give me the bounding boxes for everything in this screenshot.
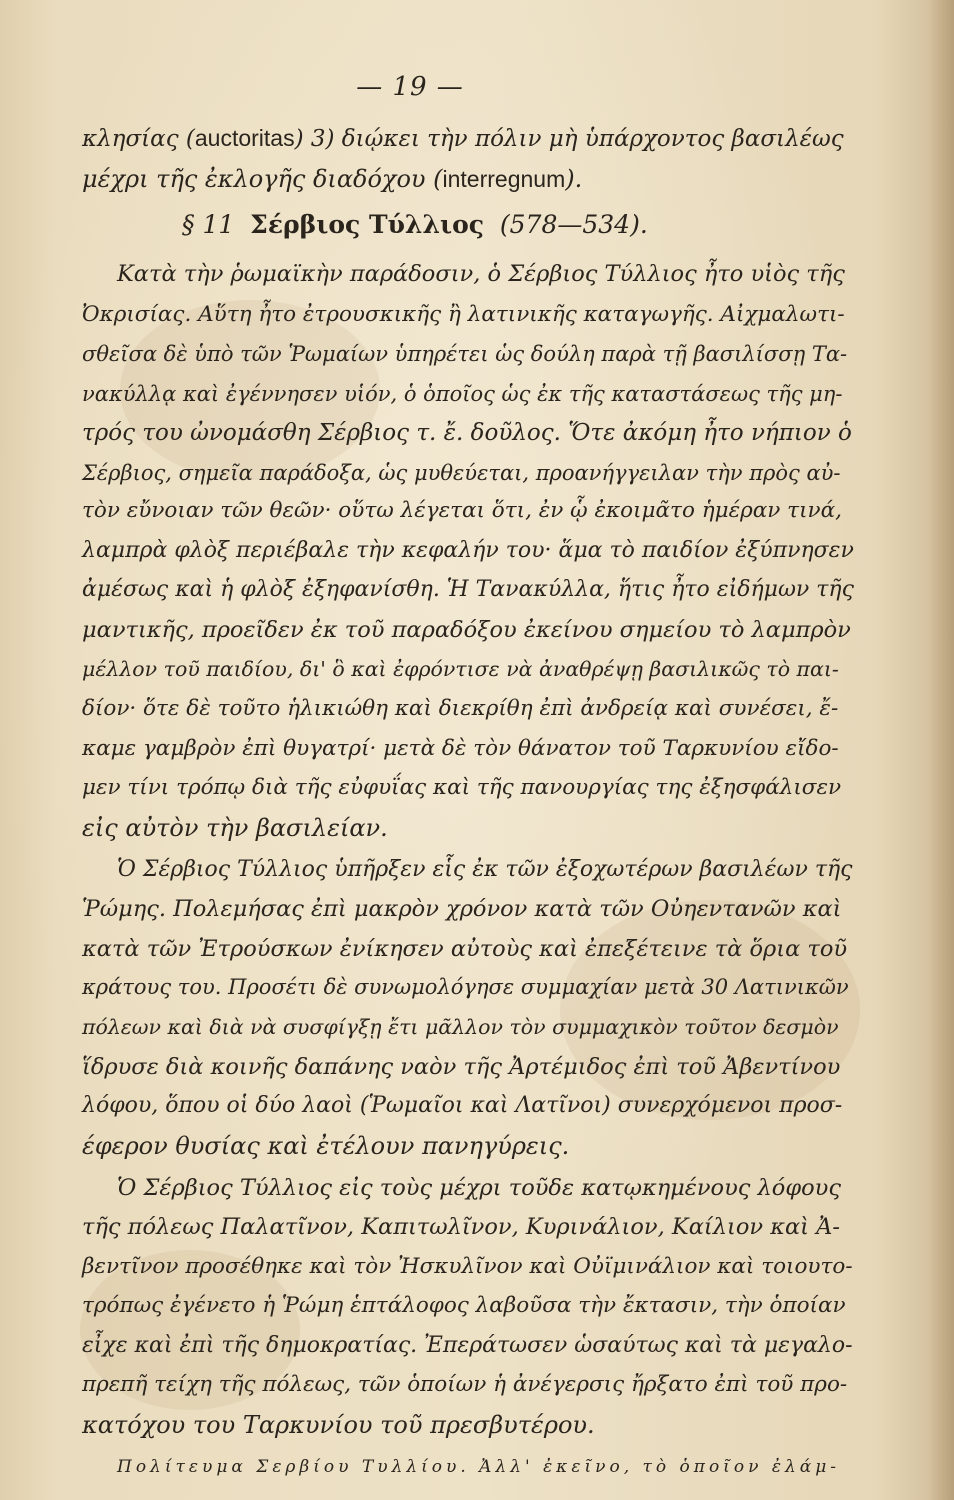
section-title: Σέρβιος Τύλλιος <box>250 210 484 239</box>
text-line: μέλλον τοῦ παιδίου, δι' ὃ καὶ ἐφρόντισε νὰ ἀναθρέψῃ βασιλικῶς τὸ παι- <box>82 657 839 682</box>
text-line: πόλεων καὶ διὰ νὰ συσφίγξῃ ἔτι μᾶλλον τὸν συμμαχικὸν τοῦτον δεσμὸν <box>82 1014 839 1039</box>
text-line: κράτους του. Προσέτι δὲ συνωμολόγησε συμμαχίαν μετὰ 30 Λατινικῶν <box>82 975 849 1000</box>
latin-term: auctoritas <box>194 125 295 151</box>
text-line: καμε γαμβρὸν ἐπὶ θυγατρί· μετὰ δὲ τὸν θάνατον τοῦ Ταρκυνίου εἴδο- <box>82 735 839 761</box>
text-fragment: ) 3) διῴκει τὴν πόλιν μὴ ὑπάρχοντος βασιλέως <box>294 126 844 152</box>
section-number: § 11 <box>182 210 235 239</box>
text-line: ἀμέσως καὶ ἡ φλὸξ ἐξηφανίσθη. Ἡ Τανακύλλα, ἥτις ἦτο εἰδήμων τῆς <box>82 577 854 603</box>
text-line: Ὁ Σέρβιος Τύλλιος ὑπῆρξεν εἷς ἐκ τῶν ἐξοχωτέρων βασιλέων τῆς <box>117 856 853 882</box>
text-line: τῆς πόλεως Παλατῖνον, Καπιτωλῖνον, Κυρινάλιον, Καίλιον καὶ Ἀ- <box>82 1214 840 1241</box>
latin-term: interregnum <box>442 166 566 193</box>
text-line-2 <box>82 164 582 194</box>
text-line: πρεπῆ τείχη τῆς πόλεως, τῶν ὁποίων ἡ ἀνέγερσις ἤρξατο ἐπὶ τοῦ προ- <box>82 1372 848 1398</box>
text-line: τὸν εὔνοιαν τῶν θεῶν· οὕτω λέγεται ὅτι, ἐν ᾧ ἐκοιμᾶτο ἡμέραν τινά, <box>82 498 842 524</box>
text-fragment: κλησίας ( <box>82 126 195 152</box>
text-line: τρός του ὠνομάσθη Σέρβιος τ. ἔ. δοῦλος. Ὅτε ἀκόμη ἦτο νήπιον ὁ <box>82 420 852 447</box>
section-heading <box>182 210 648 240</box>
text-fragment: μέχρι τῆς ἐκλογῆς διαδόχου ( <box>82 165 443 194</box>
text-line: Κατὰ τὴν ῥωμαϊκὴν παράδοσιν, ὁ Σέρβιος Τύλλιος ἦτο υἱὸς τῆς <box>117 261 845 288</box>
text-fragment: ). <box>565 165 583 194</box>
page-number: — 19 — <box>356 72 464 102</box>
page-edge-shadow <box>928 0 954 1500</box>
text-line: Ὀκρισίας. Αὕτη ἦτο ἐτρουσκικῆς ἢ λατινικῆς καταγωγῆς. Αἰχμαλωτι- <box>82 301 845 327</box>
text-line: έφερον θυσίας καὶ ἐτέλουν πανηγύρεις. <box>82 1131 570 1160</box>
text-line: Σέρβιος, σημεῖα παράδοξα, ὡς μυθεύεται, προανήγγειλαν τὴν πρὸς αὐ- <box>82 460 841 485</box>
section-years: (578—534). <box>499 210 648 239</box>
text-line-1 <box>82 123 844 154</box>
text-line: εἰς αὐτὸν τὴν βασιλείαν. <box>82 813 388 842</box>
text-line: εἶχε καὶ ἐπὶ τῆς δημοκρατίας. Ἐπεράτωσεν ὡσαύτως καὶ τὰ μεγαλο- <box>82 1332 853 1358</box>
text-line: μαντικῆς, προεῖδεν ἐκ τοῦ παραδόξου ἐκείνου σημείου τὸ λαμπρὸν <box>82 616 851 643</box>
text-line: βεντῖνον προσέθηκε καὶ τὸν Ἠσκυλῖνον καὶ Οὐϊμινάλιον καὶ τοιουτο- <box>82 1253 853 1279</box>
text-line: τρόπως ἐγένετο ἡ Ῥώμη ἑπτάλοφος λαβοῦσα τὴν ἔκτασιν, τὴν ὁποίαν <box>82 1293 846 1319</box>
text-line: Ὁ Σέρβιος Τύλλιος εἰς τοὺς μέχρι τοῦδε κατῳκημένους λόφους <box>117 1174 841 1201</box>
text-line: νακύλλᾳ καὶ ἐγέννησεν υἱόν, ὁ ὁποῖος ὡς ἐκ τῆς καταστάσεως τῆς μη- <box>82 381 843 406</box>
text-line: μεν τίνι τρόπῳ διὰ τῆς εὐφυΐας καὶ τῆς πανουργίας της ἐξησφάλισεν <box>82 775 842 800</box>
text-line: σθεῖσα δὲ ὑπὸ τῶν Ῥωμαίων ὑπηρέτει ὡς δούλη παρὰ τῇ βασιλίσσῃ Τα- <box>82 342 848 367</box>
text-line: κατόχου του Ταρκυνίου τοῦ πρεσβυτέρου. <box>82 1410 595 1439</box>
text-line: ἵδρυσε διὰ κοινῆς δαπάνης ναὸν τῆς Ἀρτέμιδος ἐπὶ τοῦ Ἀβεντίνου <box>82 1053 841 1080</box>
text-line: δίον· ὅτε δὲ τοῦτο ἡλικιώθη καὶ διεκρίθη ἐπὶ ἀνδρείᾳ καὶ συνέσει, ἔ- <box>82 696 839 721</box>
text-line: κατὰ τῶν Ἐτρούσκων ἐνίκησεν αὐτοὺς καὶ ἐπεξέτεινε τὰ ὅρια τοῦ <box>82 935 848 962</box>
text-line: Ῥώμης. Πολεμήσας ἐπὶ μακρὸν χρόνον κατὰ τῶν Οὐηεντανῶν καὶ <box>82 896 842 923</box>
text-line: λαμπρὰ φλὸξ περιέβαλε τὴν κεφαλήν του· ἅμα τὸ παιδίον ἐξύπνησεν <box>82 537 854 563</box>
text-line: Πολίτευμα Σερβίου Τυλλίου. Ἀλλ' ἐκεῖνο, τὸ ὁποῖον ἐλάμ- <box>117 1457 840 1477</box>
text-line: λόφου, ὅπου οἱ δύο λαοὶ (Ῥωμαῖοι καὶ Λατῖνοι) συνερχόμενοι προσ- <box>82 1093 843 1118</box>
